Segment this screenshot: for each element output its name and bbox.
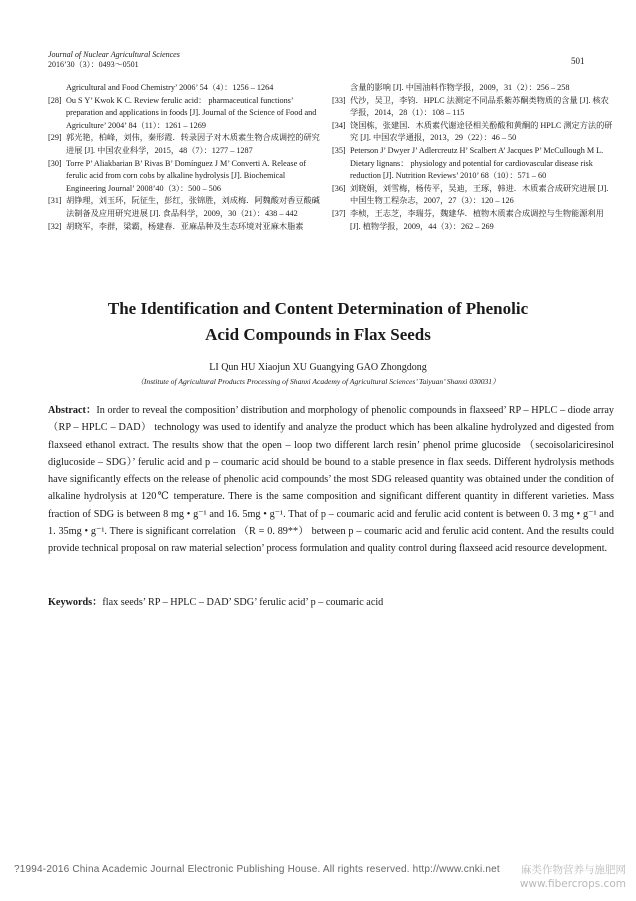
watermark-chinese: 麻类作物营养与施肥网 xyxy=(521,864,626,876)
keywords-label: Keywords： xyxy=(48,597,103,608)
paper-title-line-1: The Identification and Content Determination of Phenolic xyxy=(107,299,529,318)
abstract xyxy=(48,402,614,558)
reference-item: [35] Peterson J’ Dwyer J’ Adlercreutz H’ Scalbert A’ Jacques P’ McCullough M L. Dietary lignans： physiology and potential for cardiovascular disease risk reduction [J]. Nutrition Reviews’ 2010’ 68（10）：571 – 60 xyxy=(332,145,604,181)
copyright-footer: ?1994-2016 China Academic Journal Electronic Publishing House. All rights reserved. http://www.cnki.net xyxy=(14,864,500,875)
reference-item: [31] 胡铮理，刘玉环，阮征生，彭红，张锦胜，刘成梅．阿魏酸对香豆酸碱法制备及应用研究进展 [J]. 食品科学，2009，30（21）：438 – 442 xyxy=(48,196,320,218)
keywords xyxy=(48,594,614,611)
reference-item: [28] Ou S Y’ Kwok K C. Review ferulic acid： pharmaceutical functions’ preparation and applications in foods [J]. Journal of the Science of Food and Agriculture’ 2004’ 84（11）：1261 – 1269 xyxy=(48,95,317,130)
reference-item: [34] 饶国栋，张建国．木质素代谢途径相关酚酸和黄酮的 HPLC 测定方法的研究 [J]. 中国农学通报，2013，29（22）：46 – 50 xyxy=(332,120,613,143)
reference-item: 含量的影响 [J]. 中国油料作物学报，2009，31（2）：256 – 258 xyxy=(350,83,570,92)
page-number: 501 xyxy=(571,56,585,66)
watermark-url: www.fibercrops.com xyxy=(519,878,626,890)
reference-item: [30] Torre P’ Aliakbarian B’ Rivas B’ Domínguez J M’ Converti A. Release of ferulic acid from corn cobs by alkaline hydrolysis [J]. Biochemical Engineering Journal’ 2008’40（3）：500 – 506 xyxy=(48,158,307,193)
reference-item: [36] 刘晓娟，刘雪梅，杨传平，吴迪，王琢，韩进．木质素合成研究进展 [J]. 中国生物工程杂志，2007，27（3）：120 – 126 xyxy=(332,183,609,206)
reference-item: [37] 李桢，王志芝，李瑞芬，魏建华．植物木质素合成调控与生物能源利用 [J]. 植物学报，2009，44（3）：262 – 269 xyxy=(332,208,604,231)
reference-item: [29] 郭光艳，柏峰，刘伟，秦形霞．转录因子对木质素生物合成调控的研究进展 [J]. 中国农业科学，2015，48（7）：1277 – 1287 xyxy=(48,133,320,155)
paper-title-line-2: Acid Compounds in Flax Seeds xyxy=(205,325,431,344)
references-right-column xyxy=(332,82,614,233)
reference-item: [32] 胡晓军，李群，梁霸，杨建春．亚麻品种及生态环境对亚麻木脂素 xyxy=(48,221,304,231)
keywords-text: flax seeds’ RP – HPLC – DAD’ SDG’ ferulic acid’ p – coumaric acid xyxy=(102,597,384,608)
affiliation: （Institute of Agricultural Products Processing of Shanxi Academy of Agricultural Sciences’ Taiyuan’ Shanxi 030031） xyxy=(136,377,500,386)
abstract-label: Abstract： xyxy=(48,405,97,416)
reference-item: Agricultural and Food Chemistry’ 2006’ 54（4）：1256 – 1264 xyxy=(66,83,274,92)
volume-info: 2016’30（3）：0493～0501 xyxy=(48,60,139,69)
references-left-column xyxy=(48,82,320,233)
journal-name: Journal of Nuclear Agricultural Sciences xyxy=(48,50,180,59)
reference-item: [33] 代沙，吴卫，李钧．HPLC 法测定不同品系紫苏酮类物质的含量 [J]. 核农学报，2014，28（1）：108 – 115 xyxy=(332,95,609,118)
abstract-text: In order to reveal the composition’ distribution and morphology of phenolic compounds in flaxseed’ RP – HPLC – diode array （RP – HPLC – DAD） technology was used to identify and analyze the product which has been alkaline hydrolyzed and digested from flaxseed ethanol extract. The results show that the open – loop two different larch resin’ phenol prime glucoside （secoisolariciresinol diglucoside – SDG）’ ferulic acid and p – coumaric acid should be bound to a stable presence in flax seeds. Different hydrolysis methods have significantly effects on the release of phenolic acid compounds’ the most SDG released quantity was obtained under the condition of alkaline hydrolysis at 120℃ temperature. There is the same composition and significant different quantity in different varieties. Mass fraction of SDG is between 8 mg • g⁻¹ and 16. 5mg • g⁻¹. That of p – coumaric acid and ferulic acid content is between 0. 3 mg • g⁻¹ and 1. 35mg • g⁻¹. There is significant correlation （R = 0. 89**） between p – coumaric acid and ferulic acid content. And the results could provide technical proposal on raw material selection’ process formulation and quality control during flaxseed acid resource development. xyxy=(48,405,614,555)
authors: LI Qun HU Xiaojun XU Guangying GAO Zhongdong xyxy=(209,362,427,373)
